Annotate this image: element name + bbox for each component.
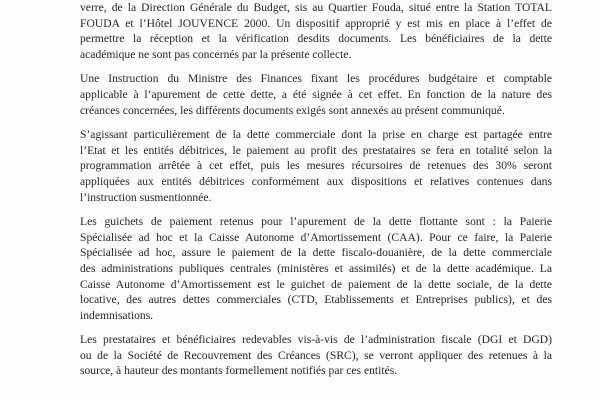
text-line: locative, des autres dettes commerciales (CTD, Etablissements et Entreprises publics), et des <box>80 293 552 307</box>
text-line: l’instruction susmentionnée. <box>80 190 212 204</box>
text-line: verre, de la Direction Générale du Budget, sis au Quartier Fouda, situé entre la Station TOTAL <box>80 1 552 14</box>
text-line: source, à hauteur des montants formellement notifiés par ces entités. <box>80 364 398 378</box>
text-line: Spécialisée ad hoc, assure le paiement de la dette fiscalo-douanière, de la dette commerciale <box>80 246 552 260</box>
text-line: FOUDA et l’Hôtel JOUVENCE 2000. Un dispositif approprié y est mis en place à l’effet de <box>80 16 552 30</box>
text-line: indemnisations. <box>80 308 154 322</box>
text-line: S’agissant particulièrement de la dette commerciale dont la prise en charge est partagée entre <box>80 128 552 142</box>
paragraph-tax-withholding <box>80 332 552 379</box>
text-line: Les guichets de paiement retenus pour l’apurement de la dette flottante sont : la Paierie <box>80 215 552 229</box>
text-line: académique ne sont pas concernés par la présente collecte. <box>80 47 352 61</box>
text-line: Caisse Autonome d’Amortissement est le guichet de paiement de la dette sociale, de la dette <box>80 277 552 291</box>
text-line: appliquées aux entités débitrices conformément aux dispositions et relatives contenues dans <box>80 174 552 188</box>
text-line: programmation arrêtée à cet effet, puis les mesures récursoires de retenues des 30% seront <box>80 159 552 173</box>
text-line: applicable à l’apurement de cette dette, a été signée à cet effet. En fonction de la nature des <box>80 87 552 101</box>
paragraph-document-submission <box>80 0 552 62</box>
text-line: ou de la Société de Recouvrement des Créances (SRC), se verront appliquer des retenues à la <box>80 348 552 362</box>
text-line: Une Instruction du Ministre des Finances fixant les procédures budgétaire et comptable <box>80 72 552 86</box>
paragraph-instruction <box>80 71 552 118</box>
text-line: des administrations publiques centrales (ministères et assimilés) et de la dette académique. La <box>80 261 552 275</box>
text-line: Les prestataires et bénéficiaires redevables vis-à-vis de l’administration fiscale (DGI et DGD) <box>80 333 552 347</box>
text-line: créances concernées, les différents documents exigés sont annexés au présent communiqué. <box>80 103 505 117</box>
text-line: permettre la réception et la vérification desdits documents. Les bénéficiaires de la dette <box>80 32 552 46</box>
paragraph-commercial-debt <box>80 127 552 205</box>
text-line: Spécialisée ad hoc et la Caisse Autonome d’Amortissement (CAA). Pour ce faire, la Paierie <box>80 230 552 244</box>
text-line: l’Etat et les entités débitrices, le paiement au profit des prestataires se fera en totalité selon la <box>80 143 552 157</box>
paragraph-payment-counters <box>80 214 552 323</box>
